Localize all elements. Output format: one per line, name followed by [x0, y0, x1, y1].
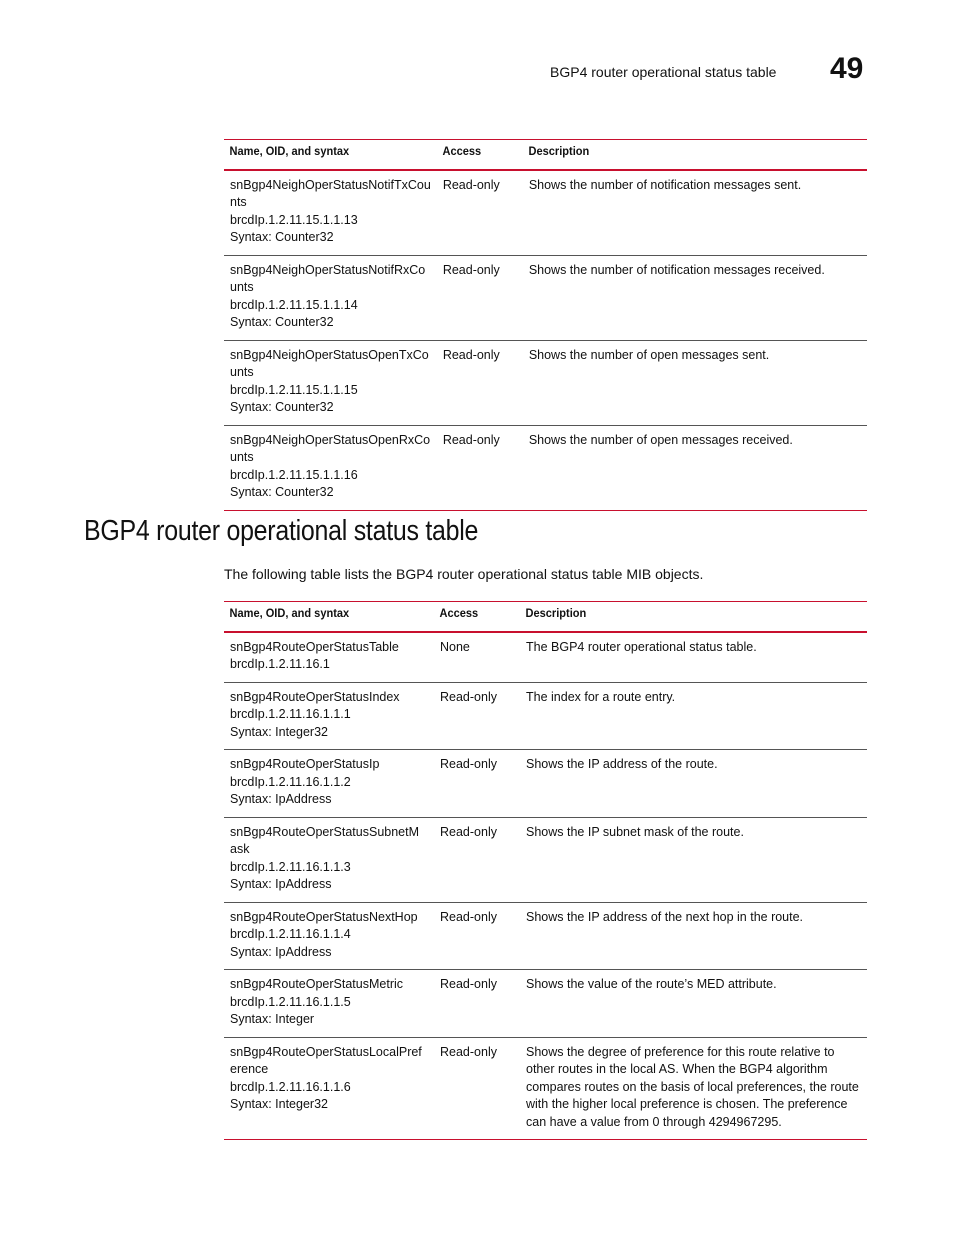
cell-name-oid-syntax	[224, 1037, 434, 1140]
cell-access: Read-only	[434, 1037, 520, 1140]
section-intro: The following table lists the BGP4 router operational status table MIB objects.	[224, 566, 704, 582]
cell-name-oid-syntax	[224, 682, 434, 750]
object-syntax: Syntax: Counter32	[230, 485, 334, 499]
cell-name-oid-syntax	[224, 970, 434, 1038]
table-row	[224, 340, 867, 425]
object-oid: brcdIp.1.2.11.15.1.1.15	[230, 382, 358, 397]
cell-access: Read-only	[437, 170, 523, 256]
cell-description: Shows the value of the route’s MED attribute.	[520, 970, 867, 1038]
cell-access: Read-only	[437, 425, 523, 510]
cell-name-oid-syntax	[224, 750, 434, 818]
cell-access: Read-only	[437, 340, 523, 425]
column-header-name: Name, OID, and syntax	[224, 602, 417, 632]
table-row	[224, 1037, 867, 1140]
object-oid: brcdIp.1.2.11.16.1.1.6	[230, 1079, 351, 1094]
object-oid: brcdIp.1.2.11.16.1.1.5	[230, 994, 351, 1009]
object-name: snBgp4RouteOperStatusLocalPref	[230, 1044, 422, 1059]
cell-access: Read-only	[434, 817, 520, 902]
table-row	[224, 970, 867, 1038]
mib-table-neighbor-oper-status	[224, 139, 867, 511]
mib-table-route-oper-status	[224, 601, 867, 1140]
chapter-number: 49	[830, 52, 864, 85]
cell-name-oid-syntax	[224, 632, 434, 683]
object-oid: brcdIp.1.2.11.16.1.1.1	[230, 707, 351, 721]
object-oid: brcdIp.1.2.11.16.1.1.2	[230, 774, 351, 789]
object-name: snBgp4RouteOperStatusIp	[230, 757, 380, 771]
object-name: snBgp4RouteOperStatusIndex	[230, 689, 400, 704]
object-oid: brcdIp.1.2.11.16.1.1.3	[230, 859, 351, 874]
column-header-access: Access	[434, 602, 513, 632]
object-syntax: Syntax: Counter32	[230, 230, 334, 244]
object-name-continued: erence	[230, 1062, 269, 1076]
table-row	[224, 750, 867, 818]
object-oid: brcdIp.1.2.11.15.1.1.16	[230, 467, 358, 482]
object-oid: brcdIp.1.2.11.16.1.1.4	[230, 927, 351, 941]
object-syntax: Syntax: Counter32	[230, 315, 334, 329]
cell-description: Shows the number of notification messages sent.	[523, 170, 867, 256]
cell-description: Shows the degree of preference for this route relative to other routes in the local AS. When the BGP4 algorithm compares routes on the basis of local preferences, the route with the higher local preference is chosen. The preference can have a value from 0 through 4294967295.	[520, 1037, 867, 1140]
cell-access: None	[434, 632, 520, 683]
cell-access: Read-only	[434, 970, 520, 1038]
cell-access: Read-only	[437, 255, 523, 340]
object-name-continued: unts	[230, 365, 254, 379]
object-name: snBgp4RouteOperStatusNextHop	[230, 909, 418, 924]
column-header-description: Description	[520, 602, 839, 632]
object-syntax: Syntax: Integer	[230, 1012, 315, 1026]
cell-name-oid-syntax	[224, 170, 437, 256]
cell-description: Shows the IP address of the route.	[520, 750, 867, 818]
table-row	[224, 902, 867, 970]
object-name: snBgp4RouteOperStatusTable	[230, 639, 399, 654]
section-title: BGP4 router operational status table	[84, 515, 479, 547]
table-row	[224, 255, 867, 340]
cell-name-oid-syntax	[224, 425, 437, 510]
object-oid: brcdIp.1.2.11.15.1.1.14	[230, 297, 358, 312]
cell-description: The index for a route entry.	[520, 682, 867, 750]
object-syntax: Syntax: IpAddress	[230, 792, 332, 806]
object-name-continued: nts	[230, 195, 247, 209]
object-oid: brcdIp.1.2.11.15.1.1.13	[230, 212, 358, 227]
cell-description: Shows the IP address of the next hop in the route.	[520, 902, 867, 970]
object-syntax: Syntax: IpAddress	[230, 944, 332, 959]
cell-name-oid-syntax	[224, 340, 437, 425]
object-name: snBgp4RouteOperStatusSubnetM	[230, 824, 420, 839]
object-name-continued: ask	[230, 842, 250, 856]
cell-access: Read-only	[434, 682, 520, 750]
cell-description: Shows the IP subnet mask of the route.	[520, 817, 867, 902]
table-header-row	[224, 602, 867, 632]
column-header-name: Name, OID, and syntax	[224, 140, 420, 170]
object-name: snBgp4NeighOperStatusOpenTxCo	[230, 347, 429, 362]
cell-access: Read-only	[434, 902, 520, 970]
object-name: snBgp4RouteOperStatusMetric	[230, 977, 404, 991]
table-row	[224, 632, 867, 683]
object-name-continued: unts	[230, 280, 254, 294]
object-name-continued: unts	[230, 450, 254, 464]
table-header-row	[224, 140, 867, 170]
table-row	[224, 170, 867, 256]
object-name: snBgp4NeighOperStatusOpenRxCo	[230, 432, 431, 447]
column-header-description: Description	[523, 140, 840, 170]
cell-name-oid-syntax	[224, 817, 434, 902]
cell-description: Shows the number of open messages sent.	[523, 340, 867, 425]
object-name: snBgp4NeighOperStatusNotifRxCo	[230, 262, 426, 277]
cell-name-oid-syntax	[224, 902, 434, 970]
object-syntax: Syntax: Integer32	[230, 724, 328, 739]
object-oid: brcdIp.1.2.11.16.1	[230, 657, 330, 671]
cell-access: Read-only	[434, 750, 520, 818]
cell-description: Shows the number of open messages received.	[523, 425, 867, 510]
cell-description: Shows the number of notification messages received.	[523, 255, 867, 340]
table-row	[224, 817, 867, 902]
table-row	[224, 425, 867, 510]
object-syntax: Syntax: Counter32	[230, 400, 334, 414]
object-name: snBgp4NeighOperStatusNotifTxCou	[230, 177, 431, 192]
column-header-access: Access	[437, 140, 516, 170]
object-syntax: Syntax: Integer32	[230, 1097, 328, 1111]
object-syntax: Syntax: IpAddress	[230, 877, 332, 891]
cell-name-oid-syntax	[224, 255, 437, 340]
running-header-title: BGP4 router operational status table	[550, 64, 777, 80]
table-row	[224, 682, 867, 750]
cell-description: The BGP4 router operational status table.	[520, 632, 867, 683]
